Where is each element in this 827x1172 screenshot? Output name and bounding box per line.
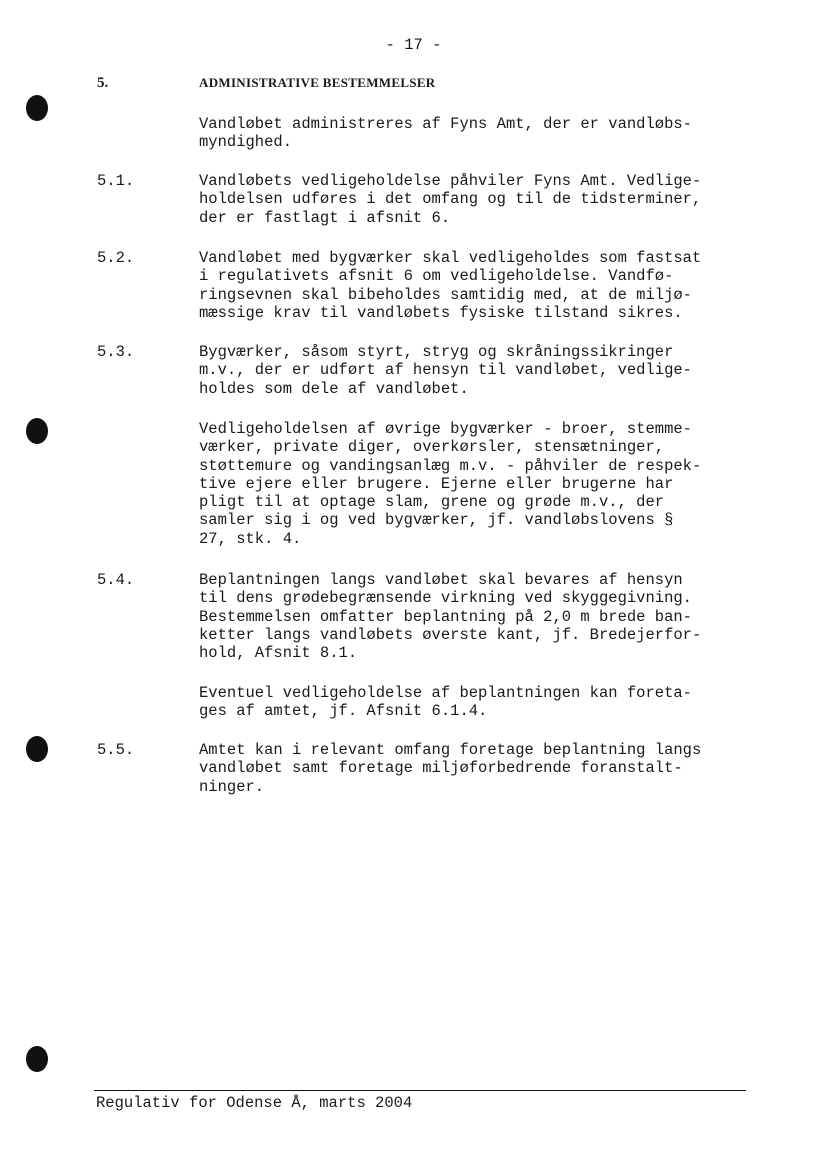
text-line: tive ejere eller brugere. Ejerne eller brugerne har bbox=[199, 474, 674, 493]
section-number: 5.1. bbox=[97, 172, 135, 190]
binder-hole bbox=[26, 1046, 48, 1072]
footer-rule bbox=[94, 1090, 746, 1091]
footer-text: Regulativ for Odense Å, marts 2004 bbox=[96, 1094, 413, 1112]
paragraph bbox=[199, 249, 759, 322]
text-line: 27, stk. 4. bbox=[199, 529, 302, 548]
binder-hole bbox=[26, 95, 48, 121]
text-line: mæssige krav til vandløbets fysiske tilstand sikres. bbox=[199, 303, 683, 322]
text-line: samler sig i og ved bygværker, jf. vandløbslovens § bbox=[199, 511, 674, 530]
text-line: m.v., der er udført af hensyn til vandløbet, vedlige- bbox=[199, 361, 692, 380]
text-line: Eventuel vedligeholdelse af beplantningen kan foreta- bbox=[199, 684, 692, 702]
section-number: 5.5. bbox=[97, 741, 135, 759]
text-line: pligt til at optage slam, grene og grøde m.v., der bbox=[199, 493, 665, 512]
text-line: ketter langs vandløbets øverste kant, jf. Bredejerfor- bbox=[199, 625, 702, 644]
text-line: ninger. bbox=[199, 777, 265, 796]
paragraph bbox=[199, 684, 759, 721]
text-line: holdes som dele af vandløbet. bbox=[199, 379, 469, 398]
paragraph bbox=[199, 420, 759, 548]
text-line: vandløbet samt foretage miljøforbedrende foranstalt- bbox=[199, 759, 683, 778]
text-line: Vandløbets vedligeholdelse påhviler Fyns Amt. Vedlige- bbox=[199, 172, 702, 190]
binder-hole bbox=[26, 418, 48, 444]
section-heading-title: ADMINISTRATIVE BESTEMMELSER bbox=[199, 75, 436, 90]
text-line: Vandløbet med bygværker skal vedligeholdes som fastsat bbox=[199, 249, 702, 267]
text-line: hold, Afsnit 8.1. bbox=[199, 644, 358, 663]
paragraph bbox=[199, 571, 759, 662]
text-line: Beplantningen langs vandløbet skal bevares af hensyn bbox=[199, 571, 683, 589]
paragraph bbox=[199, 343, 759, 398]
paragraph bbox=[199, 115, 759, 152]
text-line: værker, private diger, overkørsler, stensætninger, bbox=[199, 438, 665, 457]
text-line: der er fastlagt i afsnit 6. bbox=[199, 208, 451, 227]
text-line: Amtet kan i relevant omfang foretage beplantning langs bbox=[199, 741, 702, 759]
section-number: 5.2. bbox=[97, 249, 135, 267]
page-number: - 17 - bbox=[385, 36, 442, 54]
text-line: støttemure og vandingsanlæg m.v. - påhviler de respek- bbox=[199, 456, 702, 475]
text-line: Vedligeholdelsen af øvrige bygværker - broer, stemme- bbox=[199, 420, 692, 438]
text-line: ringsevnen skal bibeholdes samtidig med, at de miljø- bbox=[199, 285, 692, 304]
text-line: myndighed. bbox=[199, 133, 293, 152]
section-number: 5.3. bbox=[97, 343, 135, 361]
text-line: i regulativets afsnit 6 om vedligeholdelse. Vandfø- bbox=[199, 267, 674, 286]
text-line: til dens grødebegrænsende virkning ved skyggegivning. bbox=[199, 589, 692, 608]
text-line: ges af amtet, jf. Afsnit 6.1.4. bbox=[199, 702, 488, 721]
text-line: holdelsen udføres i det omfang og til de tidsterminer, bbox=[199, 190, 702, 209]
section-number: 5.4. bbox=[97, 571, 135, 589]
text-line: Bestemmelsen omfatter beplantning på 2,0 m brede ban- bbox=[199, 607, 692, 626]
paragraph bbox=[199, 172, 759, 227]
text-line: Vandløbet administreres af Fyns Amt, der er vandløbs- bbox=[199, 115, 692, 133]
binder-hole bbox=[26, 736, 48, 762]
text-line: Bygværker, såsom styrt, stryg og skråningssikringer bbox=[199, 343, 674, 361]
paragraph bbox=[199, 741, 759, 796]
section-heading-number: 5. bbox=[97, 75, 109, 91]
